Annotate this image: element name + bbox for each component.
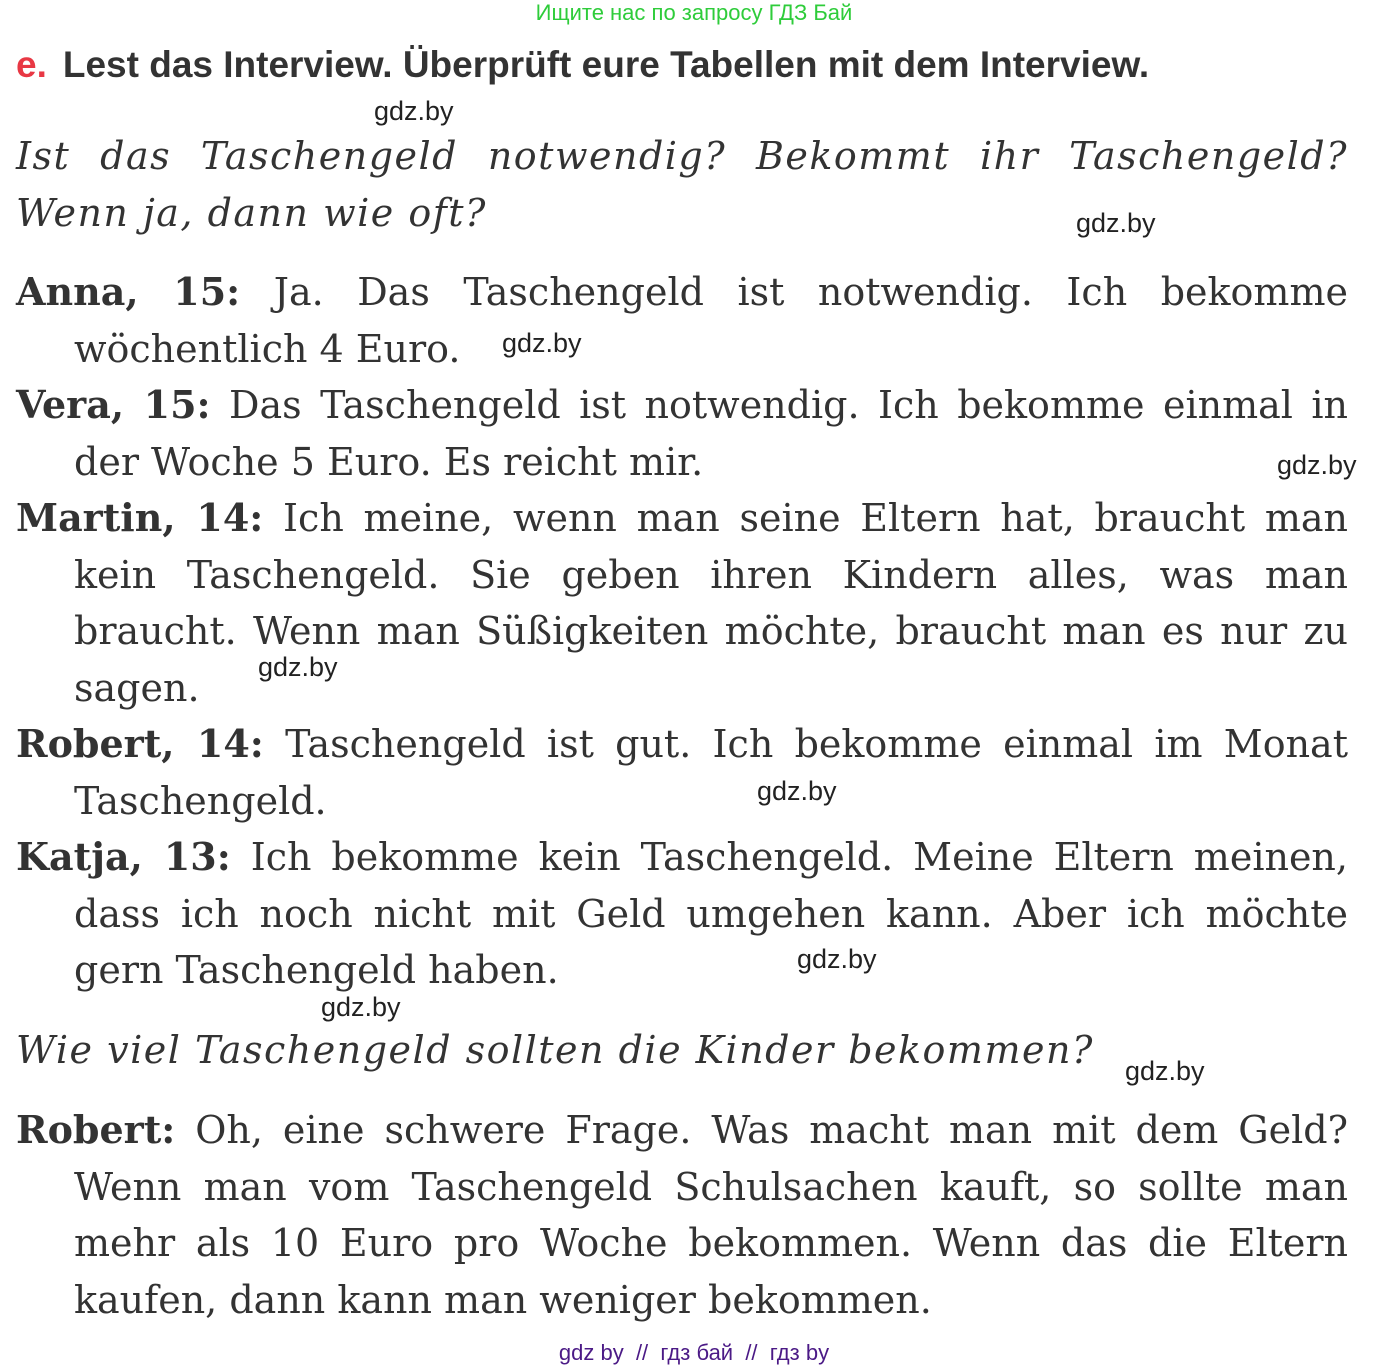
- watermark: gdz.by: [1277, 450, 1357, 480]
- speaker-name: Robert, 14:: [16, 721, 264, 766]
- watermark: gdz.by: [1076, 208, 1156, 238]
- answers-1: [16, 264, 1348, 999]
- answer-katja: [16, 829, 1348, 999]
- task-instruction: Lest das Interview. Überprüft eure Tabellen mit dem Interview.: [62, 44, 1150, 85]
- speaker-name: Vera, 15:: [16, 382, 211, 427]
- answer-anna: [16, 264, 1348, 377]
- question-2: Wie viel Taschengeld sollten die Kinder bekommen?: [16, 1028, 1094, 1072]
- watermark: gdz.by: [321, 992, 401, 1022]
- answer-text: Oh, eine schwere Frage. Was macht man mit dem Geld? Wenn man vom Taschengeld Schulsachen kauft, so sollte man mehr als 10 Euro pro Woche bekommen. Wenn das die Eltern kaufen, dann kann man weniger bekommen.: [74, 1108, 1348, 1322]
- answer-robert: [16, 716, 1348, 829]
- answer-vera: [16, 377, 1348, 490]
- watermark: gdz.by: [502, 328, 582, 358]
- watermark: gdz.by: [1125, 1056, 1205, 1086]
- speaker-name: Robert:: [16, 1107, 176, 1152]
- speaker-name: Katja, 13:: [16, 834, 231, 879]
- answer-text: Taschengeld ist gut. Ich bekomme einmal im Monat Taschengeld.: [74, 722, 1348, 823]
- answer-text: Ich bekomme kein Taschengeld. Meine Eltern meinen, dass ich noch nicht mit Geld umgehen kann. Aber ich möchte gern Taschengeld haben.: [74, 835, 1348, 992]
- question-1: Ist das Taschengeld notwendig? Bekommt ihr Taschengeld? Wenn ja, dann wie oft?: [16, 134, 1348, 235]
- speaker-name: Anna, 15:: [16, 269, 241, 314]
- top-banner: Ищите нас по запросу ГДЗ Бай: [535, 0, 853, 25]
- answer-robert-2: [16, 1102, 1348, 1328]
- watermark: gdz.by: [757, 776, 837, 806]
- answer-text: Das Taschengeld ist notwendig. Ich bekomme einmal in der Woche 5 Euro. Es reicht mir.: [74, 383, 1348, 484]
- watermark: gdz.by: [258, 652, 338, 682]
- answer-martin: [16, 490, 1348, 716]
- bottom-banner: gdz by // гдз бай // гдз by: [558, 1340, 830, 1365]
- task-letter: e.: [16, 44, 47, 85]
- watermark: gdz.by: [374, 96, 454, 126]
- answers-2: [16, 1102, 1348, 1328]
- speaker-name: Martin, 14:: [16, 495, 264, 540]
- watermark: gdz.by: [797, 944, 877, 974]
- answer-text: Ja. Das Taschengeld ist notwendig. Ich bekomme wöchentlich 4 Euro.: [74, 270, 1348, 371]
- task-heading: [16, 44, 1149, 86]
- answer-text: Ich meine, wenn man seine Eltern hat, braucht man kein Taschengeld. Sie geben ihren Kindern alles, was man braucht. Wenn man Süßigkeiten möchte, braucht man es nur zu sagen.: [74, 496, 1348, 710]
